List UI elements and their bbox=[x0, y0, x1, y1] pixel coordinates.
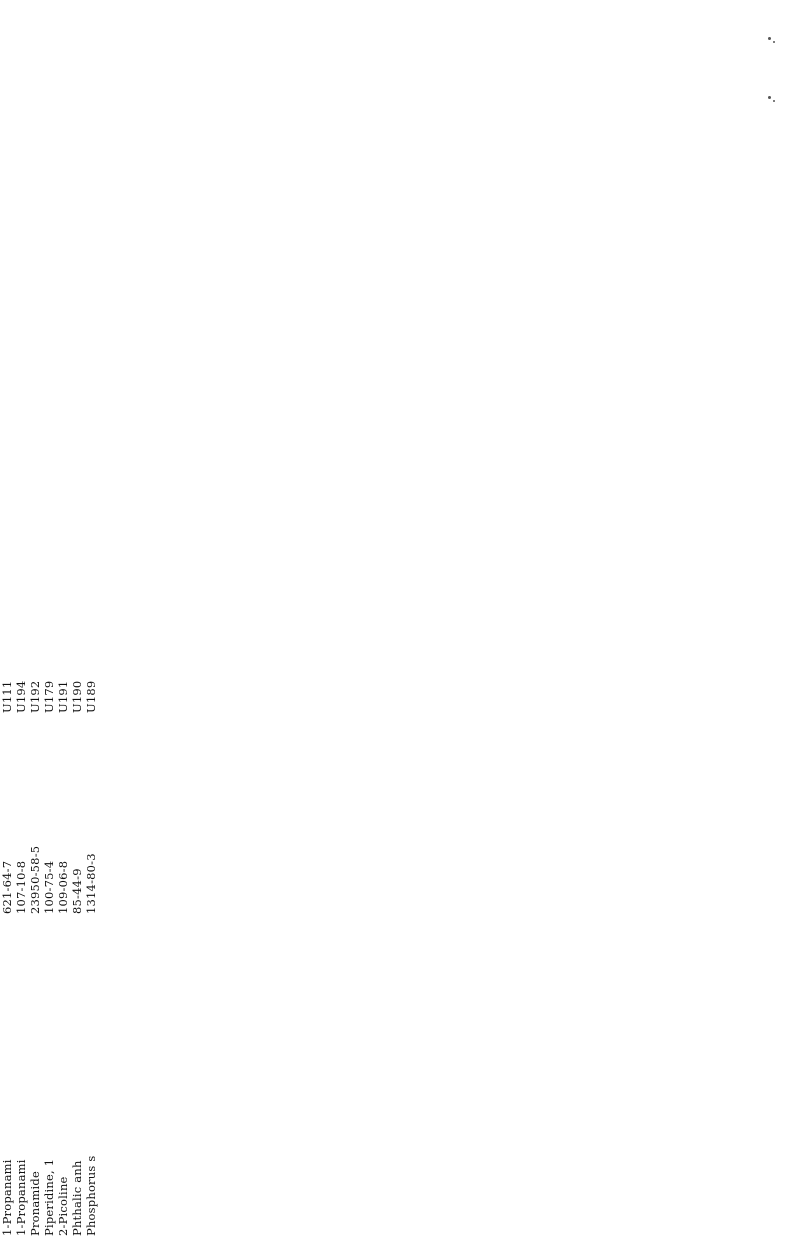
cas-number: 100-75-4 bbox=[42, 860, 56, 914]
cas-number: 85-44-9 bbox=[70, 868, 84, 914]
cas-number: 109-06-8 bbox=[56, 860, 70, 914]
chemical-name: 1-Propanami bbox=[0, 1159, 14, 1236]
chemical-name: Piperidine, 1 bbox=[42, 1158, 56, 1236]
waste-code: U190 bbox=[70, 680, 84, 713]
cas-number: 1314-80-3 bbox=[84, 853, 98, 914]
cas-number: 107-10-8 bbox=[14, 860, 28, 914]
waste-code: U189 bbox=[84, 680, 98, 713]
chemical-name: Phthalic anh bbox=[70, 1160, 84, 1236]
cas-number-column bbox=[0, 846, 98, 914]
cas-number: 23950-58-5 bbox=[28, 845, 42, 914]
cas-number: 621-64-7 bbox=[0, 860, 14, 914]
scan-speck bbox=[768, 37, 771, 40]
scan-speck bbox=[773, 100, 775, 102]
chemical-name: 2-Picoline bbox=[56, 1176, 70, 1236]
chemical-name: Phosphorus s bbox=[84, 1155, 98, 1236]
waste-code: U179 bbox=[42, 680, 56, 713]
waste-code: U191 bbox=[56, 680, 70, 713]
waste-code-column bbox=[0, 656, 98, 713]
scan-speck bbox=[773, 41, 775, 43]
waste-code: U111 bbox=[0, 680, 14, 713]
chemical-name: 1-Propanami bbox=[14, 1159, 28, 1236]
chemical-name: Pronamide bbox=[28, 1171, 42, 1236]
waste-code: U194 bbox=[14, 680, 28, 713]
waste-code: U192 bbox=[28, 680, 42, 713]
scan-speck bbox=[768, 96, 771, 99]
chemical-name-column bbox=[0, 1153, 98, 1236]
